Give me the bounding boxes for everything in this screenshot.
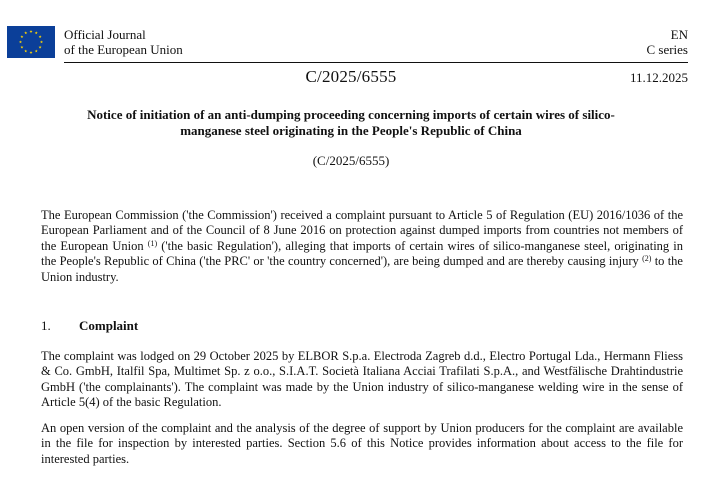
complaint-paragraph: The complaint was lodged on 29 October 2025 by ELBOR S.p.a. Electroda Zagreb d.d., Electro Portugal Lda., Hermann Fliess & Co. GmbH, Italfil Spa, Multimet Sp. z o.o., S.I.A.T. Società Italiana Acciai Trafilati S.p.A., and Westfälische Drahtindustrie GmbH ('the complainants'). The complaint was made by the Union industry of silico-manganese welding wire in the sense of Article 5(4) of the basic Regulation. <box>41 349 683 410</box>
section-heading-complaint <box>41 318 138 334</box>
intro-text-part-1: The European Commission ('the Commission') received a complaint pursuant to Article 5 of Regulation (EU) 2016/1036 of the European Parliament and of the Council of 8 June 2016 on protection against dumped imports from countries not members of the European Union <box>41 208 683 253</box>
document-reference: (C/2025/6555) <box>312 153 390 168</box>
notice-title: Notice of initiation of an anti-dumping proceeding concerning imports of certain wires of silico-manganese steel originating in the People's Republic of China <box>87 107 615 138</box>
language-code: EN <box>670 27 688 42</box>
intro-paragraph <box>41 208 683 285</box>
eu-flag-graphic <box>7 26 55 58</box>
document-date: 11.12.2025 <box>629 70 688 85</box>
open-version-paragraph: An open version of the complaint and the analysis of the degree of support by Union producers for the complaint are available in the file for inspection by interested parties. Section 5.6 of this Notice provides information about access to the file for interested parties. <box>41 421 683 466</box>
document-number: C/2025/6555 <box>305 67 397 86</box>
intro-text-part-2: ('the basic Regulation'), alleging that imports of certain wires of silico-manganese steel, originating in the People's Republic of China ('the PRC' or 'the country concerned'), are being dumped and are thereby causing injury <box>41 238 684 269</box>
series-info <box>646 27 688 57</box>
eu-flag-icon <box>7 26 55 58</box>
footnote-ref-1[interactable]: (1) <box>147 238 158 248</box>
journal-line-1: Official Journal <box>64 27 146 42</box>
journal-line-2: of the European Union <box>64 42 183 57</box>
series-label: C series <box>646 42 688 57</box>
section-title: Complaint <box>79 318 139 333</box>
intro-text-part-3: to the Union industry. <box>41 254 683 284</box>
header-divider <box>64 62 688 63</box>
section-number: 1. <box>41 318 51 333</box>
footnote-ref-2[interactable]: (2) <box>642 254 652 264</box>
journal-name <box>64 27 183 57</box>
